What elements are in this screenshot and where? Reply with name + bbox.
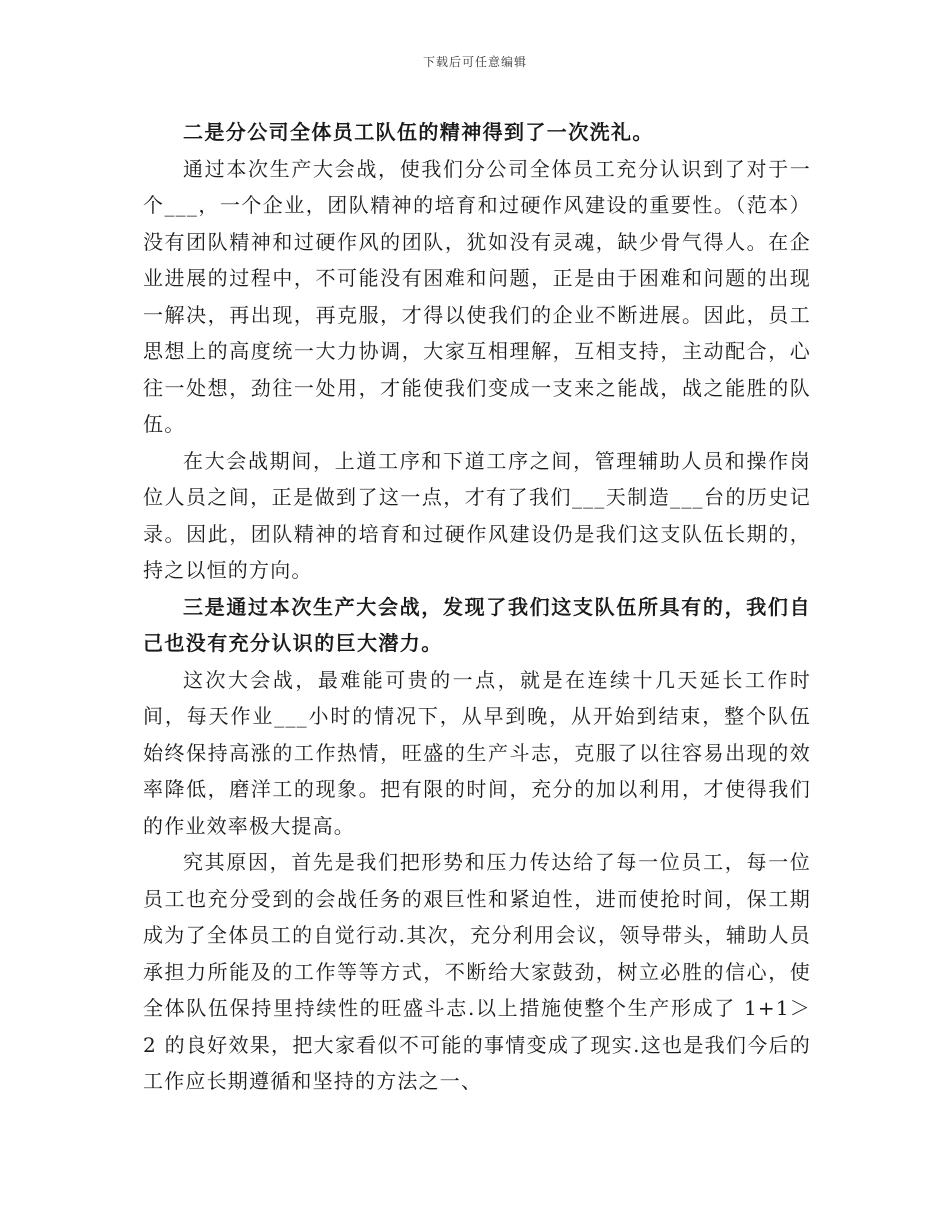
paragraph-body: 在大会战期间，上道工序和下道工序之间，管理辅助人员和操作岗位人员之间，正是做到了这一点，才有了我们___天制造___台的历史记录。因此，团队精神的培育和过硬作风建设仍是我们这支队伍长期的，持之以恒的方向。 <box>143 448 811 582</box>
paragraph-body: 究其原因，首先是我们把形势和压力传达给了每一位员工，每一位员工也充分受到的会战任务的艰巨性和紧迫性，进而使抢时间，保工期成为了全体员工的自觉行动.其次，充分利用会议，领导带头，辅助人员承担力所能及的工作等等方式，不断给大家鼓劲，树立必胜的信心，使全体队伍保持里持续性的旺盛斗志.以上措施使整个生产形成了 1+1＞2 的良好效果，把大家看似不可能的事情变成了现实.这也是我们今后的工作应长期遵循和坚持的方法之一、 <box>143 850 811 1093</box>
document-body <box>143 114 811 1100</box>
paragraph-heading-2: 二是分公司全体员工队伍的精神得到了一次洗礼。 <box>183 120 654 144</box>
paragraph-body: 通过本次生产大会战，使我们分公司全体员工充分认识到了对于一个___，一个企业，团队精神的培育和过硬作风建设的重要性。（范本）没有团队精神和过硬作风的团队，犹如没有灵魂，缺少骨气得人。在企业进展的过程中，不可能没有困难和问题，正是由于困难和问题的出现一解决，再出现，再克服，才得以使我们的企业不断进展。因此，员工思想上的高度统一大力协调，大家互相理解，互相支持，主动配合，心往一处想，劲往一处用，才能使我们变成一支来之能战，战之能胜的队伍。 <box>143 156 811 436</box>
page-header-note: 下载后可任意编辑 <box>422 55 527 69</box>
paragraph-body: 这次大会战，最难能可贵的一点，就是在连续十几天延长工作时间，每天作业___小时的情况下，从早到晚，从开始到结束，整个队伍始终保持高涨的工作热情，旺盛的生产斗志，克服了以往容易出现的效率降低，磨洋工的现象。把有限的时间，充分的加以利用，才使得我们的作业效率极大提高。 <box>143 667 811 838</box>
paragraph-heading-3: 三是通过本次生产大会战，发现了我们这支队伍所具有的，我们自己也没有充分认识的巨大潜力。 <box>143 594 811 655</box>
